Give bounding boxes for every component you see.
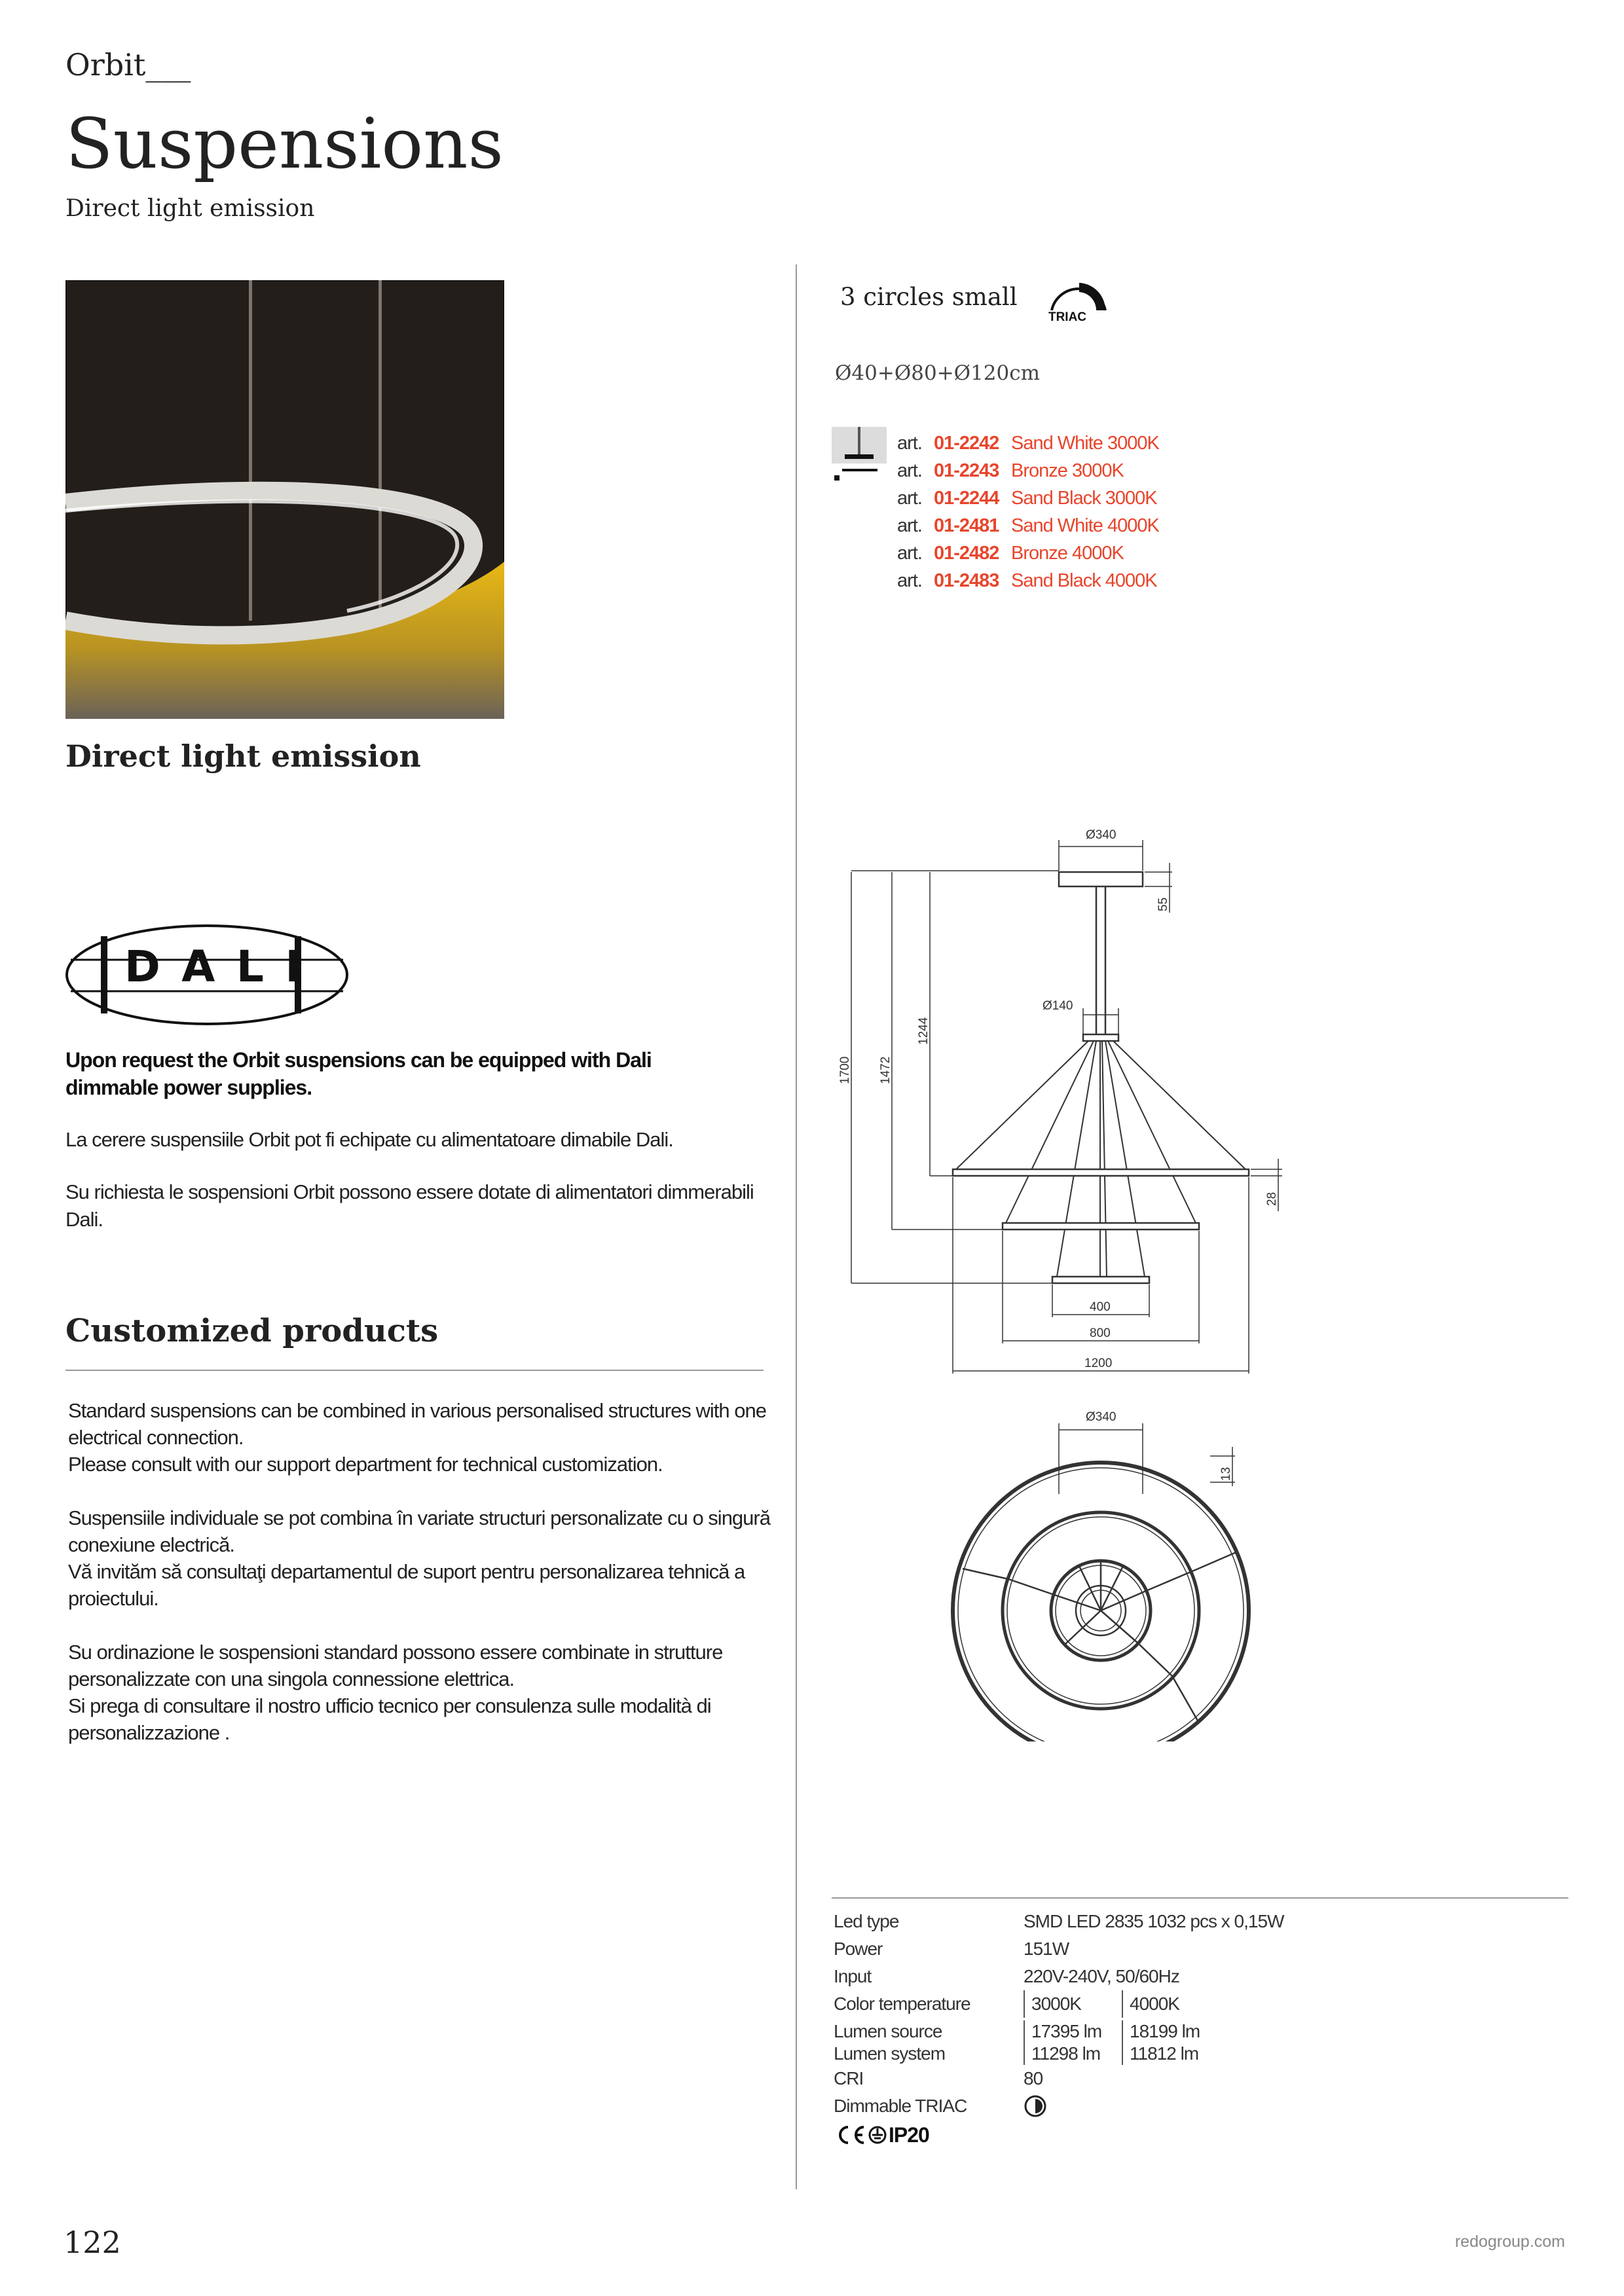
custom-en-line-2: Please consult with our support department for technical customization. — [68, 1453, 663, 1476]
spec-label: Lumen system — [834, 2043, 946, 2064]
article-prefix: art. — [897, 488, 922, 509]
product-photo — [65, 280, 504, 719]
page-subtitle: Direct light emission — [65, 195, 315, 222]
article-prefix: art. — [897, 515, 922, 536]
dim-d140: Ø140 — [1043, 999, 1073, 1013]
spec-row-cri — [834, 2065, 1488, 2092]
dali-letters — [124, 941, 301, 992]
article-prefix: art. — [897, 460, 922, 481]
article-list — [897, 429, 1159, 594]
dim-55: 55 — [1156, 897, 1170, 911]
article-prefix: art. — [897, 543, 922, 564]
spec-label: Lumen source — [834, 2021, 942, 2041]
dali-letter: L — [236, 941, 264, 992]
spec-value: 18199 lm — [1130, 2021, 1200, 2041]
product-dimensions: Ø40+Ø80+Ø120cm — [835, 361, 1041, 385]
dimmable-triac-icon — [1024, 2094, 1047, 2118]
certification-row — [834, 2121, 1488, 2149]
top-dim-13: 13 — [1219, 1467, 1233, 1481]
top-dim-d340: Ø340 — [1086, 1410, 1116, 1424]
article-code: 01-2481 — [934, 515, 999, 536]
article-row — [897, 512, 1159, 539]
page-number: 122 — [64, 2225, 121, 2260]
spec-row-color-temp — [834, 1990, 1488, 2018]
spec-value-3000: 3000K — [1024, 1990, 1122, 2018]
article-code: 01-2483 — [934, 570, 999, 591]
custom-ro-line-1: Suspensiile individuale se pot combina în variate structuri personalizate cu o singură conexiune electrică. — [68, 1506, 770, 1556]
dim-1472: 1472 — [879, 1056, 893, 1084]
spec-value-4000: 4000K — [1122, 1990, 1220, 2018]
brand-label: Orbit___ — [65, 47, 191, 82]
spec-label: Input — [834, 1966, 872, 1986]
custom-it-line-1: Su ordinazione le sospensioni standard possono essere combinate in strutture personalizzate con una singola connessione elettrica. — [68, 1641, 723, 1690]
article-code: 01-2243 — [934, 460, 999, 481]
article-desc: Sand White 3000K — [1011, 433, 1159, 454]
custom-en-line-1: Standard suspensions can be combined in various personalised structures with one electrical connection. — [68, 1399, 766, 1449]
dim-800: 800 — [1090, 1326, 1111, 1340]
dim-1700: 1700 — [838, 1056, 852, 1084]
top-view-drawing — [943, 1408, 1270, 1741]
spec-label: Led type — [834, 1911, 899, 1931]
specs-table — [834, 1908, 1488, 2149]
article-desc: Sand White 4000K — [1011, 515, 1159, 536]
dali-text-ro: La cerere suspensiile Orbit pot fi echipate cu alimentatoare dimabile Dali. — [65, 1128, 673, 1151]
article-row — [897, 539, 1159, 567]
ip-rating: IP20 — [889, 2123, 929, 2147]
article-code: 01-2242 — [934, 433, 999, 454]
article-row — [897, 429, 1159, 457]
spec-label: Power — [834, 1939, 883, 1959]
article-desc: Sand Black 4000K — [1011, 570, 1157, 591]
dim-28: 28 — [1265, 1192, 1279, 1206]
website-label: redogroup.com — [1454, 2232, 1565, 2251]
article-prefix: art. — [897, 570, 922, 591]
ground-symbol-icon — [868, 2124, 887, 2145]
spec-value: 220V-240V, 50/60Hz — [1024, 1966, 1179, 1986]
page-title: Suspensions — [65, 103, 504, 184]
article-row — [897, 567, 1159, 594]
dali-letter: I — [285, 941, 301, 992]
article-code: 01-2244 — [934, 488, 999, 509]
spec-row-lumen — [834, 2018, 1488, 2065]
dali-text-it: Su richiesta le sospensioni Orbit possono essere dotate di alimentatori dimmerabili Dali. — [65, 1180, 754, 1231]
article-desc: Sand Black 3000K — [1011, 488, 1157, 509]
ce-mark-icon — [834, 2124, 868, 2145]
custom-heading: Customized products — [65, 1313, 439, 1349]
spec-value: 11812 lm — [1130, 2043, 1199, 2064]
spec-value: 80 — [1024, 2068, 1043, 2088]
spec-label: Color temperature — [834, 1994, 970, 2014]
side-technical-drawing — [825, 818, 1303, 1381]
custom-divider — [65, 1370, 764, 1371]
column-divider — [796, 264, 797, 2189]
spec-value: SMD LED 2835 1032 pcs x 0,15W — [1024, 1911, 1284, 1931]
specs-divider — [832, 1897, 1568, 1899]
dali-letter: A — [181, 941, 215, 992]
spec-value: 151W — [1024, 1939, 1069, 1959]
spec-row-input — [834, 1963, 1488, 1990]
article-row — [897, 484, 1159, 512]
custom-ro-line-2: Vă invităm să consultaţi departamentul de suport pentru personalizarea tehnică a proiectului. — [68, 1560, 745, 1610]
dim-d340: Ø340 — [1086, 828, 1116, 842]
spec-row-power — [834, 1935, 1488, 1963]
spec-value: 17395 lm — [1031, 2021, 1102, 2041]
article-code: 01-2482 — [934, 543, 999, 564]
spec-label: Dimmable TRIAC — [834, 2096, 967, 2116]
article-desc: Bronze 4000K — [1011, 543, 1124, 564]
product-name: 3 circles small — [840, 283, 1018, 311]
dim-1244: 1244 — [917, 1017, 931, 1045]
article-desc: Bronze 3000K — [1011, 460, 1124, 481]
dali-text-en: Upon request the Orbit suspensions can be equipped with Dali dimmable power supplies. — [65, 1048, 652, 1099]
spec-value: 11298 lm — [1031, 2043, 1101, 2064]
triac-label: TRIAC — [1048, 310, 1087, 324]
article-row — [897, 457, 1159, 484]
spec-row-dimmable — [834, 2092, 1488, 2120]
spec-label: CRI — [834, 2068, 864, 2088]
emission-heading: Direct light emission — [65, 738, 421, 774]
suspension-thumbnail-icon — [832, 427, 887, 483]
spec-row-led — [834, 1908, 1488, 1935]
article-prefix: art. — [897, 433, 922, 454]
dim-1200: 1200 — [1084, 1357, 1113, 1370]
dali-letter: D — [124, 941, 160, 992]
custom-text — [68, 1397, 775, 1746]
custom-it-line-2: Si prega di consultare il nostro ufficio tecnico per consulenza sulle modalità di personalizzazione . — [68, 1694, 711, 1744]
dim-400: 400 — [1090, 1300, 1111, 1314]
